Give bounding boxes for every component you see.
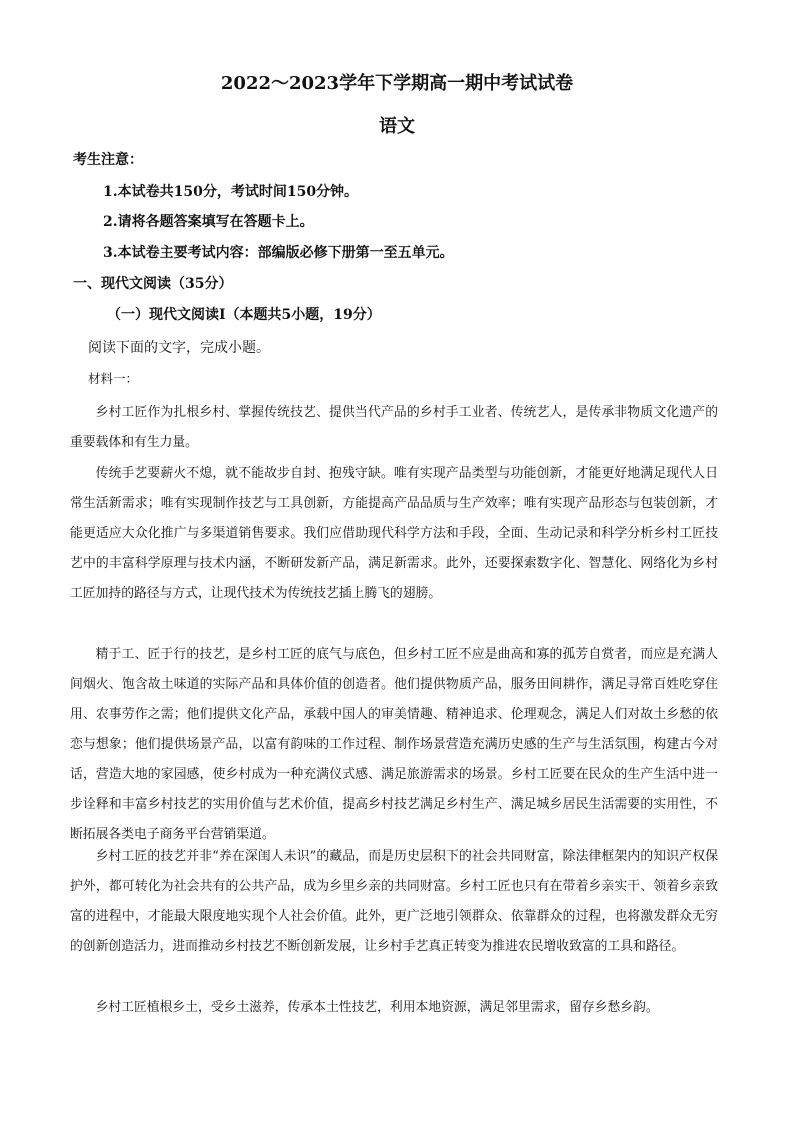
- section-title: 一、现代文阅读（35分）: [73, 276, 233, 292]
- subsection-title: （一）现代文阅读Ⅰ（本题共5小题，19分）: [107, 307, 381, 323]
- paragraph-text: 乡村工匠植根乡土，受乡土滋养，传承本土性技艺，利用本地资源，满足邻里需求，留存乡愁乡韵。: [95, 1000, 659, 1015]
- paragraph-text: 传统手艺要薪火不熄，就不能故步自封、抱残守缺。唯有实现产品类型与功能创新，才能更好地满足现代人日常生活新需求；唯有实现制作技艺与工具创新，方能提高产品品质与生产效率；唯有实现产品形态与包装创新，才能更适应大众化推广与多渠道销售要求。我们应借助现代科学方法和手段，全面、生动记录和科学分析乡村工匠技艺中的丰富科学原理与技术内涵，不断研发新产品，满足新需求。此外，还要探索数字化、智慧化、网络化为乡村工匠加持的路径与方式，让现代技术为传统技艺插上腾飞的翅膀。: [70, 466, 718, 601]
- paragraph-text: 乡村工匠的技艺并非“养在深闺人未识”的藏品，而是历史层积下的社会共同财富，除法律框架内的知识产权保护外，都可转化为社会共有的公共产品，成为乡里乡亲的共同财富。乡村工匠也只有在带着乡亲实干、领着乡亲致富的进程中，才能最大限度地实现个人社会价值。此外，更广泛地引领群众、依靠群众的过程，也将激发群众无穷的创新创造活力，进而推动乡村技艺不断创新发展，让乡村手艺真正转变为推进农民增收致富的工具和路径。: [70, 849, 718, 954]
- paragraph: [70, 842, 718, 962]
- paragraph-text: 精于工、匠于行的技艺，是乡村工匠的底气与底色，但乡村工匠不应是曲高和寡的孤芳自赏者，而应是充满人间烟火、饱含故土味道的实际产品和具体价值的创造者。他们提供物质产品，服务田间耕作，满足寻常百姓吃穿住用、农事劳作之需；他们提供文化产品，承载中国人的审美情趣、精神追求、伦理观念，满足人们对故土乡愁的依恋与想象；他们提供场景产品，以富有韵味的工作过程、制作场景营造充满历史感的生产与生活氛围，构建古今对话，营造大地的家园感，使乡村成为一种充满仪式感、满足旅游需求的场景。乡村工匠要在民众的生产生活中进一步诠释和丰富乡村技艺的实用价值与艺术价值，提高乡村技艺满足乡村生产、满足城乡居民生活需要的实用性，不断拓展各类电子商务平台营销渠道。: [70, 647, 718, 842]
- paragraph-text: 乡村工匠作为扎根乡村、掌握传统技艺、提供当代产品的乡村手工业者、传统艺人，是传承非物质文化遗产的重要载体和有生力量。: [70, 405, 718, 450]
- paragraph: [70, 640, 718, 850]
- paragraph: [70, 993, 718, 1023]
- notice-item: 1.本试卷共150分，考试时间150分钟。: [103, 184, 359, 200]
- paragraph: [70, 459, 718, 609]
- material-label: 材料一：: [88, 371, 139, 386]
- notice-heading: 考生注意：: [73, 152, 143, 168]
- notice-item: 3.本试卷主要考试内容：部编版必修下册第一至五单元。: [103, 245, 454, 261]
- notice-item: 2.请将各题答案填写在答题卡上。: [103, 214, 314, 230]
- exam-title: 2022～2023学年下学期高一期中考试试卷: [220, 73, 574, 94]
- paragraph: [70, 398, 718, 458]
- reading-instruction: 阅读下面的文字，完成小题。: [88, 340, 270, 356]
- subject-title: 语文: [379, 116, 415, 137]
